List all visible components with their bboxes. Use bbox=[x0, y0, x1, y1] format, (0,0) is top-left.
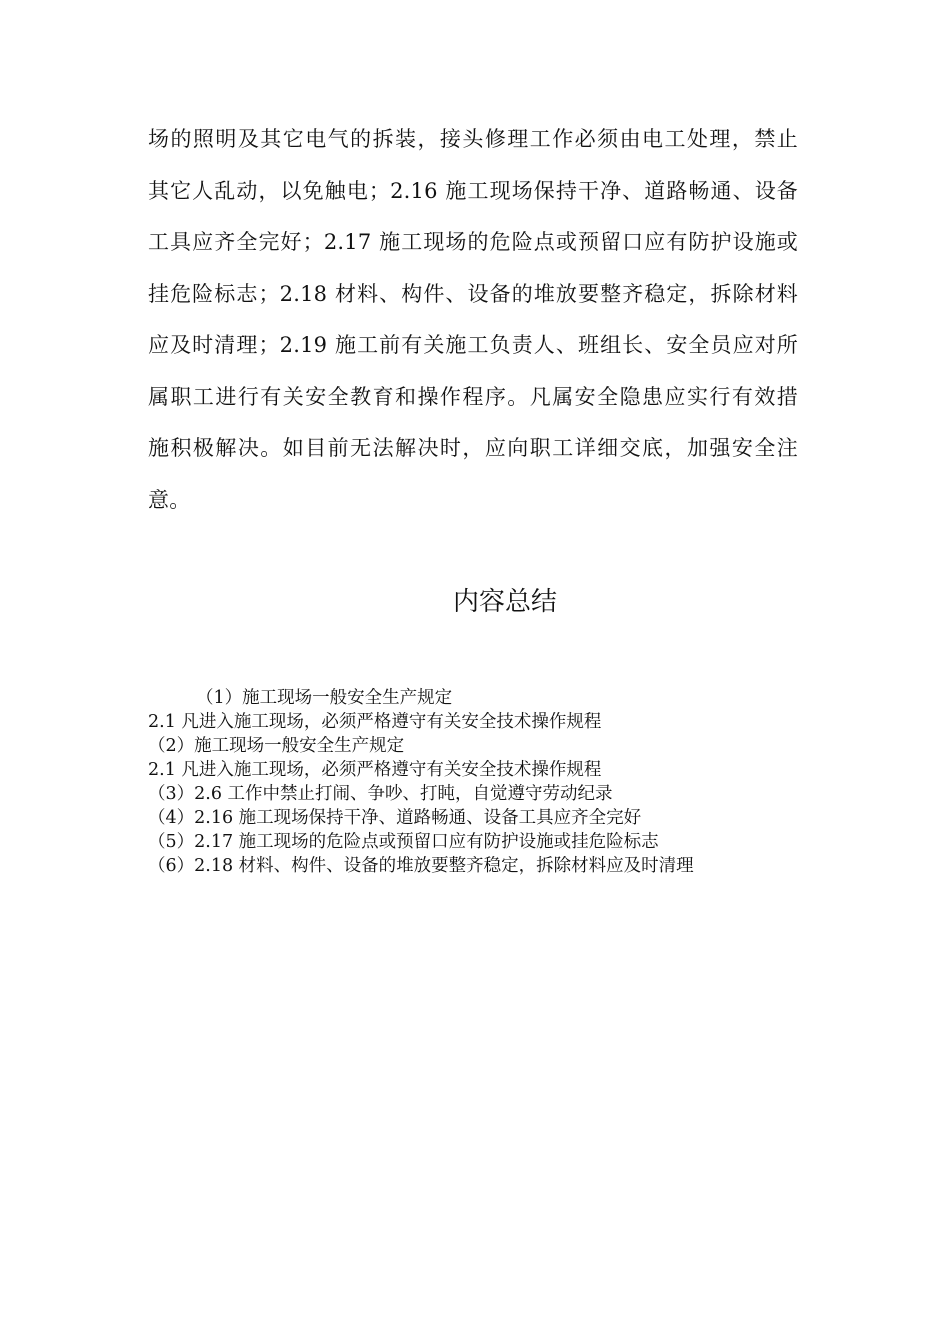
summary-item: （4）2.16 施工现场保持干净、道路畅通、设备工具应齐全完好 bbox=[148, 808, 642, 828]
summary-item: （3）2.6 工作中禁止打闹、争吵、打盹，自觉遵守劳动纪录 bbox=[148, 784, 613, 804]
body-line: 施积极解决。如目前无法解决时，应向职工详细交底，加强安全注 bbox=[148, 436, 798, 460]
summary-item: （1）施工现场一般安全生产规定 bbox=[196, 688, 453, 708]
body-line: 意。 bbox=[148, 487, 191, 512]
summary-item: 2.1 凡进入施工现场，必须严格遵守有关安全技术操作规程 bbox=[148, 712, 602, 732]
summary-item: （6）2.18 材料、构件、设备的堆放要整齐稳定，拆除材料应及时清理 bbox=[148, 856, 694, 876]
body-line: 工具应齐全完好；2.17 施工现场的危险点或预留口应有防护设施或 bbox=[148, 230, 798, 254]
summary-item: （2）施工现场一般安全生产规定 bbox=[148, 736, 405, 756]
summary-item: 2.1 凡进入施工现场，必须严格遵守有关安全技术操作规程 bbox=[148, 760, 602, 780]
summary-item: （5）2.17 施工现场的危险点或预留口应有防护设施或挂危险标志 bbox=[148, 832, 659, 852]
summary-title: 内容总结 bbox=[452, 587, 557, 617]
summary-list bbox=[148, 686, 828, 878]
body-line: 其它人乱动，以免触电；2.16 施工现场保持干净、道路畅通、设备 bbox=[148, 178, 798, 203]
body-line: 应及时清理；2.19 施工前有关施工负责人、班组长、安全员应对所 bbox=[148, 333, 798, 357]
body-paragraph bbox=[148, 114, 798, 526]
body-line: 属职工进行有关安全教育和操作程序。凡属安全隐患应实行有效措 bbox=[148, 384, 798, 409]
body-line: 场的照明及其它电气的拆装，接头修理工作必须由电工处理，禁止 bbox=[148, 127, 798, 151]
body-line: 挂危险标志；2.18 材料、构件、设备的堆放要整齐稳定，拆除材料 bbox=[148, 281, 798, 306]
